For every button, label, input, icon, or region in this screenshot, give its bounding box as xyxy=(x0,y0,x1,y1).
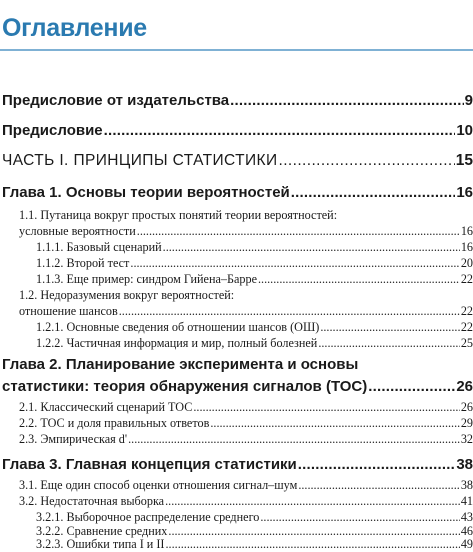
toc-entry-label: 1.1.3. Еще пример: синдром Гийена–Барре xyxy=(36,272,257,286)
dot-leader xyxy=(260,510,459,525)
toc-entry-page: 32 xyxy=(460,432,473,446)
toc-entry-label: 3.2. Недостаточная выборка xyxy=(19,494,165,508)
dot-leader xyxy=(130,256,459,271)
toc-entry-1-1-2[interactable] xyxy=(36,256,473,271)
toc-entry-page: 15 xyxy=(455,152,473,169)
toc-entry-label: статистики: теория обнаружения сигналов (ТОС) xyxy=(2,378,368,395)
toc-entry-2-2[interactable] xyxy=(19,416,473,431)
toc-entry-chapter-2[interactable] xyxy=(2,378,473,395)
toc-entry-3-2[interactable] xyxy=(19,494,473,509)
toc-entry-3-1[interactable] xyxy=(19,478,473,493)
toc-entry-label: отношение шансов xyxy=(19,304,118,318)
toc-entry-page: 16 xyxy=(460,240,473,254)
dot-leader xyxy=(128,432,460,447)
toc-entry-page: 16 xyxy=(456,184,473,201)
toc-entry-page: 46 xyxy=(460,524,473,538)
toc-entry-label: 1.2.2. Частичная информация и мир, полный болезней xyxy=(36,336,318,350)
toc-entry-1-2[interactable] xyxy=(19,304,473,319)
dot-leader xyxy=(119,304,460,319)
dot-leader xyxy=(104,122,456,139)
dot-leader xyxy=(298,478,460,493)
toc-entry-part-1[interactable] xyxy=(2,152,473,170)
toc-entry-label: условные вероятности xyxy=(19,224,136,238)
toc-entry-2-1[interactable] xyxy=(19,400,473,415)
toc-entry-1-1-line1: 1.1. Путаница вокруг простых понятий теории вероятностей: xyxy=(19,208,338,222)
dot-leader xyxy=(193,400,459,415)
dot-leader xyxy=(298,456,456,473)
toc-entry-label: 3.2.2. Сравнение средних xyxy=(36,524,168,538)
toc-entry-label: 1.1.2. Второй тест xyxy=(36,256,130,270)
dot-leader xyxy=(279,152,455,170)
toc-entry-3-2-1[interactable] xyxy=(36,510,473,525)
toc-entry-page: 43 xyxy=(460,510,473,524)
dot-leader xyxy=(258,272,460,287)
toc-entry-page: 22 xyxy=(460,272,473,286)
toc-entry-label: ЧАСТЬ I. ПРИНЦИПЫ СТАТИСТИКИ xyxy=(2,152,278,169)
toc-entry-label: Глава 1. Основы теории вероятностей xyxy=(2,184,290,201)
toc-entry-page: 22 xyxy=(460,320,473,334)
toc-entry-page: 25 xyxy=(460,336,473,350)
dot-leader xyxy=(291,184,456,201)
toc-entry-page: 38 xyxy=(460,478,473,492)
dot-leader xyxy=(318,336,460,351)
toc-entry-page: 41 xyxy=(460,494,473,508)
toc-entry-page: 38 xyxy=(456,456,473,473)
toc-entry-1-1-3[interactable] xyxy=(36,272,473,287)
toc-entry-page: 26 xyxy=(460,400,473,414)
toc-entry-label: 3.2.1. Выборочное распределение среднего xyxy=(36,510,260,524)
toc-entry-preface-publisher[interactable] xyxy=(2,92,473,109)
toc-entry-1-2-line1: 1.2. Недоразумения вокруг вероятностей: xyxy=(19,288,235,302)
toc-entry-chapter-2-line1: Глава 2. Планирование эксперимента и основы xyxy=(2,356,359,373)
toc-entry-1-2-1[interactable] xyxy=(36,320,473,335)
toc-entry-1-1-1[interactable] xyxy=(36,240,473,255)
dot-leader xyxy=(230,92,464,109)
title-underline xyxy=(0,49,473,51)
toc-entry-preface[interactable] xyxy=(2,122,473,139)
toc-entry-page: 20 xyxy=(460,256,473,270)
toc-entry-page: 49 xyxy=(460,537,473,551)
toc-entry-1-2-2[interactable] xyxy=(36,336,473,351)
toc-entry-page: 9 xyxy=(464,92,473,109)
toc-entry-label: 2.1. Классический сценарий ТОС xyxy=(19,400,193,414)
toc-entry-label: 1.1.1. Базовый сценарий xyxy=(36,240,162,254)
toc-entry-label: 2.3. Эмпирическая d' xyxy=(19,432,128,446)
toc-entry-page: 10 xyxy=(456,122,473,139)
page-title: Оглавление xyxy=(2,14,147,42)
toc-entry-chapter-3[interactable] xyxy=(2,456,473,473)
toc-entry-label: Глава 3. Главная концепция статистики xyxy=(2,456,297,473)
toc-entry-page: 26 xyxy=(456,378,473,395)
dot-leader xyxy=(165,494,460,509)
toc-entry-label: 2.2. ТОС и доля правильных ответов xyxy=(19,416,210,430)
toc-entry-page: 29 xyxy=(460,416,473,430)
toc-entry-2-3[interactable] xyxy=(19,432,473,447)
dot-leader xyxy=(163,240,460,255)
toc-entry-label: Предисловие от издательства xyxy=(2,92,230,109)
dot-leader xyxy=(320,320,459,335)
toc-entry-page: 22 xyxy=(460,304,473,318)
toc-entry-label: 3.1. Еще один способ оценки отношения сигнал–шум xyxy=(19,478,298,492)
toc-entry-label: 1.2.1. Основные сведения об отношении шансов (ОШ) xyxy=(36,320,320,334)
dot-leader xyxy=(210,416,459,431)
dot-leader xyxy=(137,224,460,239)
toc-entry-chapter-1[interactable] xyxy=(2,184,473,201)
toc-entry-page: 16 xyxy=(460,224,473,238)
toc-entry-label: 3.2.3. Ошибки типа I и II xyxy=(36,537,165,551)
toc-entry-label: Предисловие xyxy=(2,122,103,139)
toc-entry-1-1[interactable] xyxy=(19,224,473,239)
dot-leader xyxy=(368,378,455,395)
